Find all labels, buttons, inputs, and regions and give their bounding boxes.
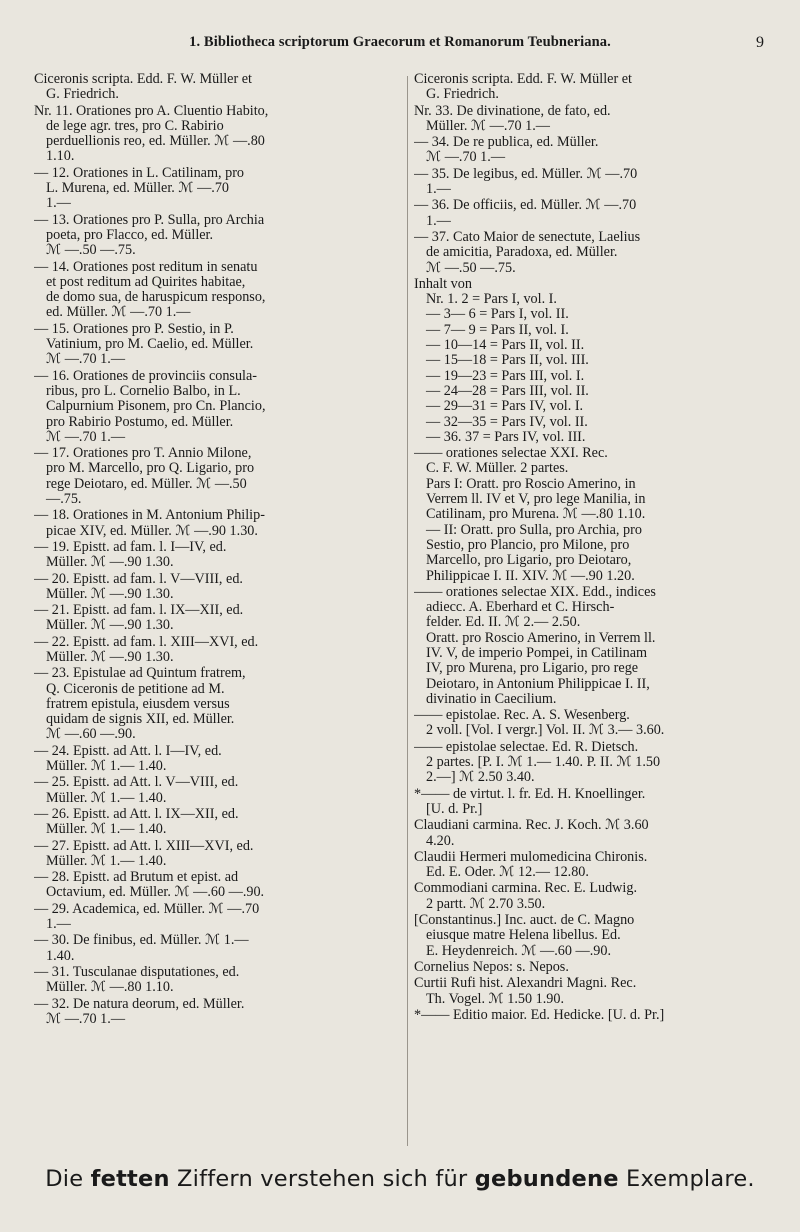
footer-text-2: Ziffern verstehen sich für bbox=[169, 1166, 475, 1192]
entry-line: *—— de virtut. l. fr. Ed. H. Knoellinger. bbox=[414, 786, 646, 802]
entry-line: — 14. Orationes post reditum in senatu bbox=[34, 259, 258, 275]
entry-line: pro M. Marcello, pro Q. Ligario, pro bbox=[46, 461, 255, 477]
entry-line: —— epistolae selectae. Ed. R. Dietsch. bbox=[414, 739, 639, 755]
catalog-entry bbox=[414, 1008, 782, 1023]
catalog-entry bbox=[414, 881, 782, 912]
entry-line: — 30. De finibus, ed. Müller. ℳ 1.— bbox=[34, 933, 249, 949]
entry-line: Müller. ℳ —.70 1.— bbox=[426, 118, 550, 134]
entry-line: — 27. Epistt. ad Att. l. XIII—XVI, ed. bbox=[34, 838, 254, 854]
entry-line: de domo sua, de haruspicum responso, bbox=[46, 290, 266, 306]
entry-line: — 28. Epistt. ad Brutum et epist. ad bbox=[34, 870, 239, 886]
catalog-entry bbox=[34, 104, 404, 165]
catalog-entry bbox=[34, 635, 404, 666]
entry-line: G. Friedrich. bbox=[46, 87, 119, 103]
entry-line: — 17. Orationes pro T. Annio Milone, bbox=[34, 446, 252, 462]
catalog-entry bbox=[414, 976, 782, 1007]
entry-line: — 29—31 = Pars IV, vol. I. bbox=[426, 399, 584, 415]
catalog-entry bbox=[414, 960, 782, 975]
entry-line: ℳ —.60 —.90. bbox=[46, 727, 136, 743]
entry-line: Inhalt von bbox=[414, 276, 472, 292]
entry-line: ℳ —.70 1.— bbox=[46, 429, 126, 445]
entry-line: Claudii Hermeri mulomedicina Chironis. bbox=[414, 849, 648, 865]
entry-line: fratrem epistula, eiusdem versus bbox=[46, 696, 230, 712]
catalog-entry bbox=[414, 167, 782, 198]
entry-line: Pars I: Oratt. pro Roscio Amerino, in bbox=[426, 476, 636, 492]
entry-line: 1.— bbox=[426, 213, 451, 229]
catalog-entry bbox=[414, 585, 782, 707]
catalog-entry bbox=[34, 166, 404, 212]
catalog-entry bbox=[34, 997, 404, 1028]
entry-line: picae XIV, ed. Müller. ℳ —.90 1.30. bbox=[46, 523, 258, 539]
entry-line: quidam de signis XII, ed. Müller. bbox=[46, 712, 235, 728]
entry-line: divinatio in Caecilium. bbox=[426, 691, 557, 707]
right-column bbox=[414, 72, 782, 1024]
entry-line: —— epistolae. Rec. A. S. Wesenberg. bbox=[414, 708, 630, 724]
running-header bbox=[0, 34, 800, 58]
entry-line: — 18. Orationes in M. Antonium Philip- bbox=[34, 508, 265, 524]
entry-line: IV. V, de imperio Pompei, in Catilinam bbox=[426, 645, 648, 661]
entry-line: Müller. ℳ —.90 1.30. bbox=[46, 555, 174, 571]
footer-bold-1: fetten bbox=[90, 1166, 170, 1192]
entry-line: perduellionis reo, ed. Müller. ℳ —.80 bbox=[46, 134, 265, 150]
entry-line: Nr. 1. 2 = Pars I, vol. I. bbox=[426, 292, 557, 308]
entry-line: — 12. Orationes in L. Catilinam, pro bbox=[34, 165, 245, 181]
catalog-entry bbox=[34, 72, 404, 103]
entry-line: Cornelius Nepos: s. Nepos. bbox=[414, 959, 569, 975]
entry-line: L. Murena, ed. Müller. ℳ —.70 bbox=[46, 181, 230, 197]
catalog-entry bbox=[414, 277, 782, 445]
entry-line: Commodiani carmina. Rec. E. Ludwig. bbox=[414, 881, 638, 897]
entry-line: Müller. ℳ 1.— 1.40. bbox=[46, 822, 167, 838]
entry-line: 2 voll. [Vol. I vergr.] Vol. II. ℳ 3.— 3.60. bbox=[426, 723, 665, 739]
entry-line: Ciceronis scripta. Edd. F. W. Müller et bbox=[414, 72, 632, 87]
entry-line: de amicitia, Paradoxa, ed. Müller. bbox=[426, 245, 618, 261]
entry-line: — 19. Epistt. ad fam. l. I—IV, ed. bbox=[34, 539, 227, 555]
catalog-entry bbox=[414, 446, 782, 584]
entry-line: et post reditum ad Quirites habitae, bbox=[46, 274, 246, 290]
entry-line: adiecc. A. Eberhard et C. Hirsch- bbox=[426, 600, 615, 616]
catalog-entry bbox=[414, 198, 782, 229]
entry-line: 1.— bbox=[46, 917, 71, 933]
entry-line: — 25. Epistt. ad Att. l. V—VIII, ed. bbox=[34, 775, 239, 791]
entry-line: — 7— 9 = Pars II, vol. I. bbox=[426, 322, 569, 338]
entry-line: Müller. ℳ 1.— 1.40. bbox=[46, 790, 167, 806]
catalog-entry bbox=[414, 72, 782, 103]
entry-line: Verrem ll. IV et V, pro lege Manilia, in bbox=[426, 492, 646, 508]
entry-line: — 32—35 = Pars IV, vol. II. bbox=[426, 414, 588, 430]
catalog-entry bbox=[414, 708, 782, 739]
catalog-entry bbox=[34, 902, 404, 933]
entry-line: Nr. 33. De divinatione, de fato, ed. bbox=[414, 103, 611, 119]
entry-line: Octavium, ed. Müller. ℳ —.60 —.90. bbox=[46, 885, 265, 901]
entry-line: Sestio, pro Plancio, pro Milone, pro bbox=[426, 537, 630, 553]
catalog-entry bbox=[34, 965, 404, 996]
entry-line: Deiotaro, in Antonium Philippicae I. II, bbox=[426, 676, 650, 692]
entry-line: — 19—23 = Pars III, vol. I. bbox=[426, 368, 585, 384]
entry-line: —— orationes selectae XXI. Rec. bbox=[414, 446, 608, 462]
catalog-entry bbox=[34, 540, 404, 571]
catalog-entry bbox=[34, 666, 404, 742]
entry-line: — 15—18 = Pars II, vol. III. bbox=[426, 353, 589, 369]
entry-line: — 26. Epistt. ad Att. l. IX—XII, ed. bbox=[34, 806, 239, 822]
entry-line: — 32. De natura deorum, ed. Müller. bbox=[34, 996, 245, 1012]
catalog-entry bbox=[34, 839, 404, 870]
entry-line: C. F. W. Müller. 2 partes. bbox=[426, 461, 569, 477]
entry-line: Calpurnium Pisonem, pro Cn. Plancio, bbox=[46, 399, 266, 415]
entry-line: Müller. ℳ 1.— 1.40. bbox=[46, 759, 167, 775]
catalog-entry bbox=[414, 740, 782, 786]
catalog-entry bbox=[34, 807, 404, 838]
entry-line: Philippicae I. II. XIV. ℳ —.90 1.20. bbox=[426, 568, 635, 584]
entry-line: E. Heydenreich. ℳ —.60 —.90. bbox=[426, 943, 611, 959]
entry-line: Vatinium, pro M. Caelio, ed. Müller. bbox=[46, 337, 254, 353]
entry-line: pro Rabirio Postumo, ed. Müller. bbox=[46, 414, 234, 430]
entry-line: — 23. Epistulae ad Quintum fratrem, bbox=[34, 666, 246, 682]
entry-line: Müller. ℳ —.90 1.30. bbox=[46, 649, 174, 665]
catalog-entry bbox=[34, 744, 404, 775]
entry-line: ℳ —.50 —.75. bbox=[46, 243, 136, 259]
catalog-entry bbox=[34, 603, 404, 634]
catalog-entry bbox=[34, 775, 404, 806]
footer-text-3: Exemplare. bbox=[618, 1166, 755, 1192]
footer-text-1: Die bbox=[45, 1166, 91, 1192]
entry-line: felder. Ed. II. ℳ 2.— 2.50. bbox=[426, 615, 581, 631]
entry-line: Catilinam, pro Murena. ℳ —.80 1.10. bbox=[426, 507, 646, 523]
catalog-entry bbox=[34, 213, 404, 259]
entry-line: ℳ —.70 1.— bbox=[46, 1011, 126, 1027]
entry-line: ed. Müller. ℳ —.70 1.— bbox=[46, 305, 191, 321]
entry-line: ℳ —.70 1.— bbox=[46, 352, 126, 368]
entry-line: — 13. Orationes pro P. Sulla, pro Archia bbox=[34, 212, 265, 228]
entry-line: — 37. Cato Maior de senectute, Laelius bbox=[414, 229, 641, 245]
column-divider bbox=[407, 76, 408, 1146]
entry-line: —— orationes selectae XIX. Edd., indices bbox=[414, 584, 656, 600]
catalog-entry bbox=[34, 933, 404, 964]
entry-line: eiusque matre Helena libellus. Ed. bbox=[426, 928, 621, 944]
entry-line: Marcello, pro Ligario, pro Deiotaro, bbox=[426, 553, 632, 569]
catalog-entry bbox=[414, 818, 782, 849]
catalog-entry bbox=[414, 850, 782, 881]
entry-line: ℳ —.50 —.75. bbox=[426, 260, 516, 276]
entry-line: Nr. 11. Orationes pro A. Cluentio Habito, bbox=[34, 103, 269, 119]
entry-line: Müller. ℳ 1.— 1.40. bbox=[46, 853, 167, 869]
entry-line: — 36. 37 = Pars IV, vol. III. bbox=[426, 429, 586, 445]
entry-line: Müller. ℳ —.80 1.10. bbox=[46, 980, 174, 996]
catalog-entry bbox=[34, 572, 404, 603]
entry-line: — 20. Epistt. ad fam. l. V—VIII, ed. bbox=[34, 571, 243, 587]
catalog-entry bbox=[414, 230, 782, 276]
entry-line: ribus, pro L. Cornelio Balbo, in L. bbox=[46, 383, 241, 399]
entry-line: rege Deiotaro, ed. Müller. ℳ —.50 bbox=[46, 476, 247, 492]
entry-line: — 21. Epistt. ad fam. l. IX—XII, ed. bbox=[34, 603, 244, 619]
entry-line: ℳ —.70 1.— bbox=[426, 150, 506, 166]
catalog-entry bbox=[34, 870, 404, 901]
entry-line: — 31. Tusculanae disputationes, ed. bbox=[34, 964, 240, 980]
entry-line: Ciceronis scripta. Edd. F. W. Müller et bbox=[34, 72, 252, 87]
catalog-entry bbox=[34, 446, 404, 507]
entry-line: *—— Editio maior. Ed. Hedicke. [U. d. Pr.] bbox=[414, 1007, 665, 1023]
catalog-entry bbox=[34, 322, 404, 368]
entry-line: —.75. bbox=[46, 492, 82, 508]
entry-line: 4.20. bbox=[426, 833, 455, 849]
entry-line: Curtii Rufi hist. Alexandri Magni. Rec. bbox=[414, 976, 637, 992]
entry-line: — 16. Orationes de provinciis consula- bbox=[34, 368, 258, 384]
entry-line: Q. Ciceronis de petitione ad M. bbox=[46, 681, 225, 697]
entry-line: — 29. Academica, ed. Müller. ℳ —.70 bbox=[34, 901, 260, 917]
entry-line: — 34. De re publica, ed. Müller. bbox=[414, 135, 599, 151]
entry-line: Müller. ℳ —.90 1.30. bbox=[46, 618, 174, 634]
catalog-entry bbox=[414, 104, 782, 135]
entry-line: G. Friedrich. bbox=[426, 87, 499, 103]
entry-line: — 24—28 = Pars III, vol. II. bbox=[426, 383, 589, 399]
footer-bold-2: gebundene bbox=[474, 1166, 619, 1192]
entry-line: — 35. De legibus, ed. Müller. ℳ —.70 bbox=[414, 166, 638, 182]
entry-line: Claudiani carmina. Rec. J. Koch. ℳ 3.60 bbox=[414, 818, 649, 834]
entry-line: Th. Vogel. ℳ 1.50 1.90. bbox=[426, 991, 565, 1007]
entry-line: poeta, pro Flacco, ed. Müller. bbox=[46, 227, 214, 243]
entry-line: [Constantinus.] Inc. auct. de C. Magno bbox=[414, 913, 635, 929]
entry-line: — 24. Epistt. ad Att. l. I—IV, ed. bbox=[34, 743, 222, 759]
entry-line: 1.40. bbox=[46, 948, 75, 964]
entry-line: Oratt. pro Roscio Amerino, in Verrem ll. bbox=[426, 630, 656, 646]
entry-line: — 3— 6 = Pars I, vol. II. bbox=[426, 307, 569, 323]
entry-line: 1.— bbox=[46, 196, 71, 212]
catalog-entry bbox=[414, 787, 782, 818]
entry-line: 2 partes. [P. I. ℳ 1.— 1.40. P. II. ℳ 1.50 bbox=[426, 755, 661, 771]
left-column bbox=[34, 72, 404, 1028]
entry-line: [U. d. Pr.] bbox=[426, 801, 483, 817]
header-title: 1. Bibliotheca scriptorum Graecorum et Romanorum Teubneriana. bbox=[189, 34, 611, 50]
entry-line: — II: Oratt. pro Sulla, pro Archia, pro bbox=[426, 522, 642, 538]
catalog-entry bbox=[34, 508, 404, 539]
entry-line: — 15. Orationes pro P. Sestio, in P. bbox=[34, 321, 234, 337]
entry-line: Ed. E. Oder. ℳ 12.— 12.80. bbox=[426, 865, 589, 881]
catalog-entry bbox=[34, 369, 404, 445]
catalog-entry bbox=[34, 260, 404, 321]
entry-line: — 10—14 = Pars II, vol. II. bbox=[426, 338, 585, 354]
entry-line: — 36. De officiis, ed. Müller. ℳ —.70 bbox=[414, 198, 637, 214]
footer-note bbox=[0, 1166, 800, 1192]
entry-line: — 22. Epistt. ad fam. l. XIII—XVI, ed. bbox=[34, 634, 259, 650]
entry-line: 2 partt. ℳ 2.70 3.50. bbox=[426, 896, 546, 912]
entry-line: IV, pro Murena, pro Ligario, pro rege bbox=[426, 661, 639, 677]
entry-line: de lege agr. tres, pro C. Rabirio bbox=[46, 118, 224, 134]
catalog-entry bbox=[414, 913, 782, 959]
catalog-entry bbox=[414, 135, 782, 166]
page-number: 9 bbox=[756, 34, 764, 51]
entry-line: Müller. ℳ —.90 1.30. bbox=[46, 586, 174, 602]
entry-line: 1.10. bbox=[46, 149, 75, 165]
entry-line: 2.—] ℳ 2.50 3.40. bbox=[426, 770, 535, 786]
entry-line: 1.— bbox=[426, 182, 451, 198]
